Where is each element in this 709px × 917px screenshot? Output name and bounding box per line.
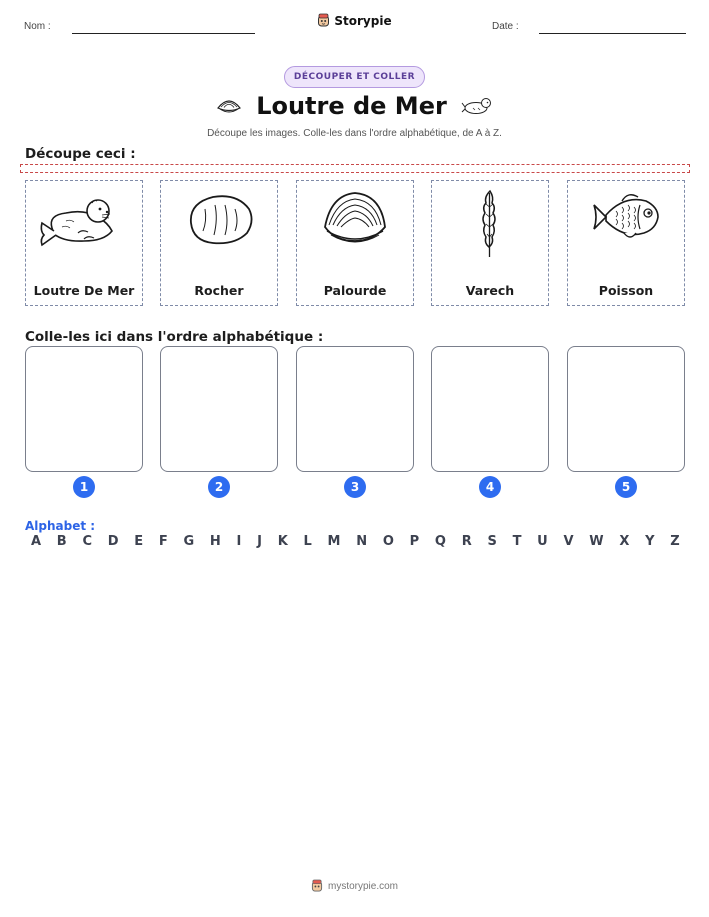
alphabet-letter: O: [382, 534, 394, 549]
paste-box-3[interactable]: [296, 346, 414, 472]
alphabet-letter: T: [512, 534, 522, 549]
alphabet-letter: L: [303, 534, 312, 549]
cut-card-kelp[interactable]: [431, 180, 549, 306]
title-row: [0, 92, 709, 120]
alphabet-letter: P: [409, 534, 420, 549]
storypie-mascot-icon: [317, 13, 330, 28]
alphabet-letter: V: [563, 534, 574, 549]
rock-icon: [161, 187, 277, 257]
card-label: Poisson: [598, 283, 654, 298]
alphabet-letter: K: [277, 534, 288, 549]
alphabet-letter: U: [537, 534, 548, 549]
alphabet-letter: J: [257, 534, 262, 549]
order-number-1: 1: [73, 476, 95, 498]
cut-card-fish[interactable]: [567, 180, 685, 306]
alphabet-letter: I: [236, 534, 242, 549]
name-line: [72, 33, 255, 34]
sea-otter-icon: [26, 187, 142, 257]
alphabet-letter: F: [158, 534, 168, 549]
cut-card-clam[interactable]: [296, 180, 414, 306]
alphabet-letter: C: [82, 534, 92, 549]
paste-box-5[interactable]: [567, 346, 685, 472]
card-label: Palourde: [323, 283, 387, 298]
alphabet-letter: D: [107, 534, 119, 549]
activity-badge: DÉCOUPER ET COLLER: [284, 66, 425, 88]
paste-section-label: Colle-les ici dans l'ordre alphabétique :: [25, 329, 324, 345]
cut-section-label: Découpe ceci :: [25, 146, 136, 162]
alphabet-letter: A: [31, 534, 42, 549]
alphabet-row: [25, 534, 685, 549]
kelp-icon: [432, 187, 548, 257]
brand-name: Storypie: [334, 13, 392, 28]
name-label: Nom :: [24, 21, 51, 32]
footer: [0, 879, 709, 893]
alphabet-letter: N: [356, 534, 368, 549]
alphabet-letter: W: [589, 534, 604, 549]
alphabet-label: Alphabet :: [25, 519, 96, 533]
alphabet-letter: H: [209, 534, 221, 549]
alphabet-letter: M: [327, 534, 341, 549]
page-title: Loutre de Mer: [256, 92, 447, 120]
card-label: Varech: [465, 283, 515, 298]
alphabet-letter: X: [619, 534, 630, 549]
alphabet-letter: S: [487, 534, 497, 549]
paste-box-2[interactable]: [160, 346, 278, 472]
alphabet-letter: B: [56, 534, 67, 549]
brand-logo: [0, 13, 709, 28]
alphabet-letter: G: [183, 534, 195, 549]
clam-icon: [216, 96, 242, 116]
alphabet-letter: R: [461, 534, 472, 549]
cut-card-sea-otter[interactable]: [25, 180, 143, 306]
card-label: Loutre De Mer: [33, 283, 135, 298]
footer-url[interactable]: mystorypie.com: [327, 880, 398, 892]
order-number-5: 5: [615, 476, 637, 498]
paste-box-4[interactable]: [431, 346, 549, 472]
card-label: Rocher: [194, 283, 244, 298]
order-number-3: 3: [344, 476, 366, 498]
sea-otter-icon: [461, 95, 493, 117]
alphabet-letter: Y: [645, 534, 655, 549]
fish-icon: [568, 187, 684, 257]
order-number-2: 2: [208, 476, 230, 498]
alphabet-letter: Z: [670, 534, 680, 549]
date-label: Date :: [492, 21, 519, 32]
cut-card-rock[interactable]: [160, 180, 278, 306]
alphabet-letter: E: [134, 534, 144, 549]
instructions: Découpe les images. Colle-les dans l'ordre alphabétique, de A à Z.: [207, 128, 502, 139]
cut-line: [20, 164, 690, 173]
storypie-mascot-icon: [311, 879, 323, 893]
clam-icon: [297, 187, 413, 257]
alphabet-letter: Q: [434, 534, 446, 549]
order-number-4: 4: [479, 476, 501, 498]
paste-box-1[interactable]: [25, 346, 143, 472]
date-line: [539, 33, 686, 34]
